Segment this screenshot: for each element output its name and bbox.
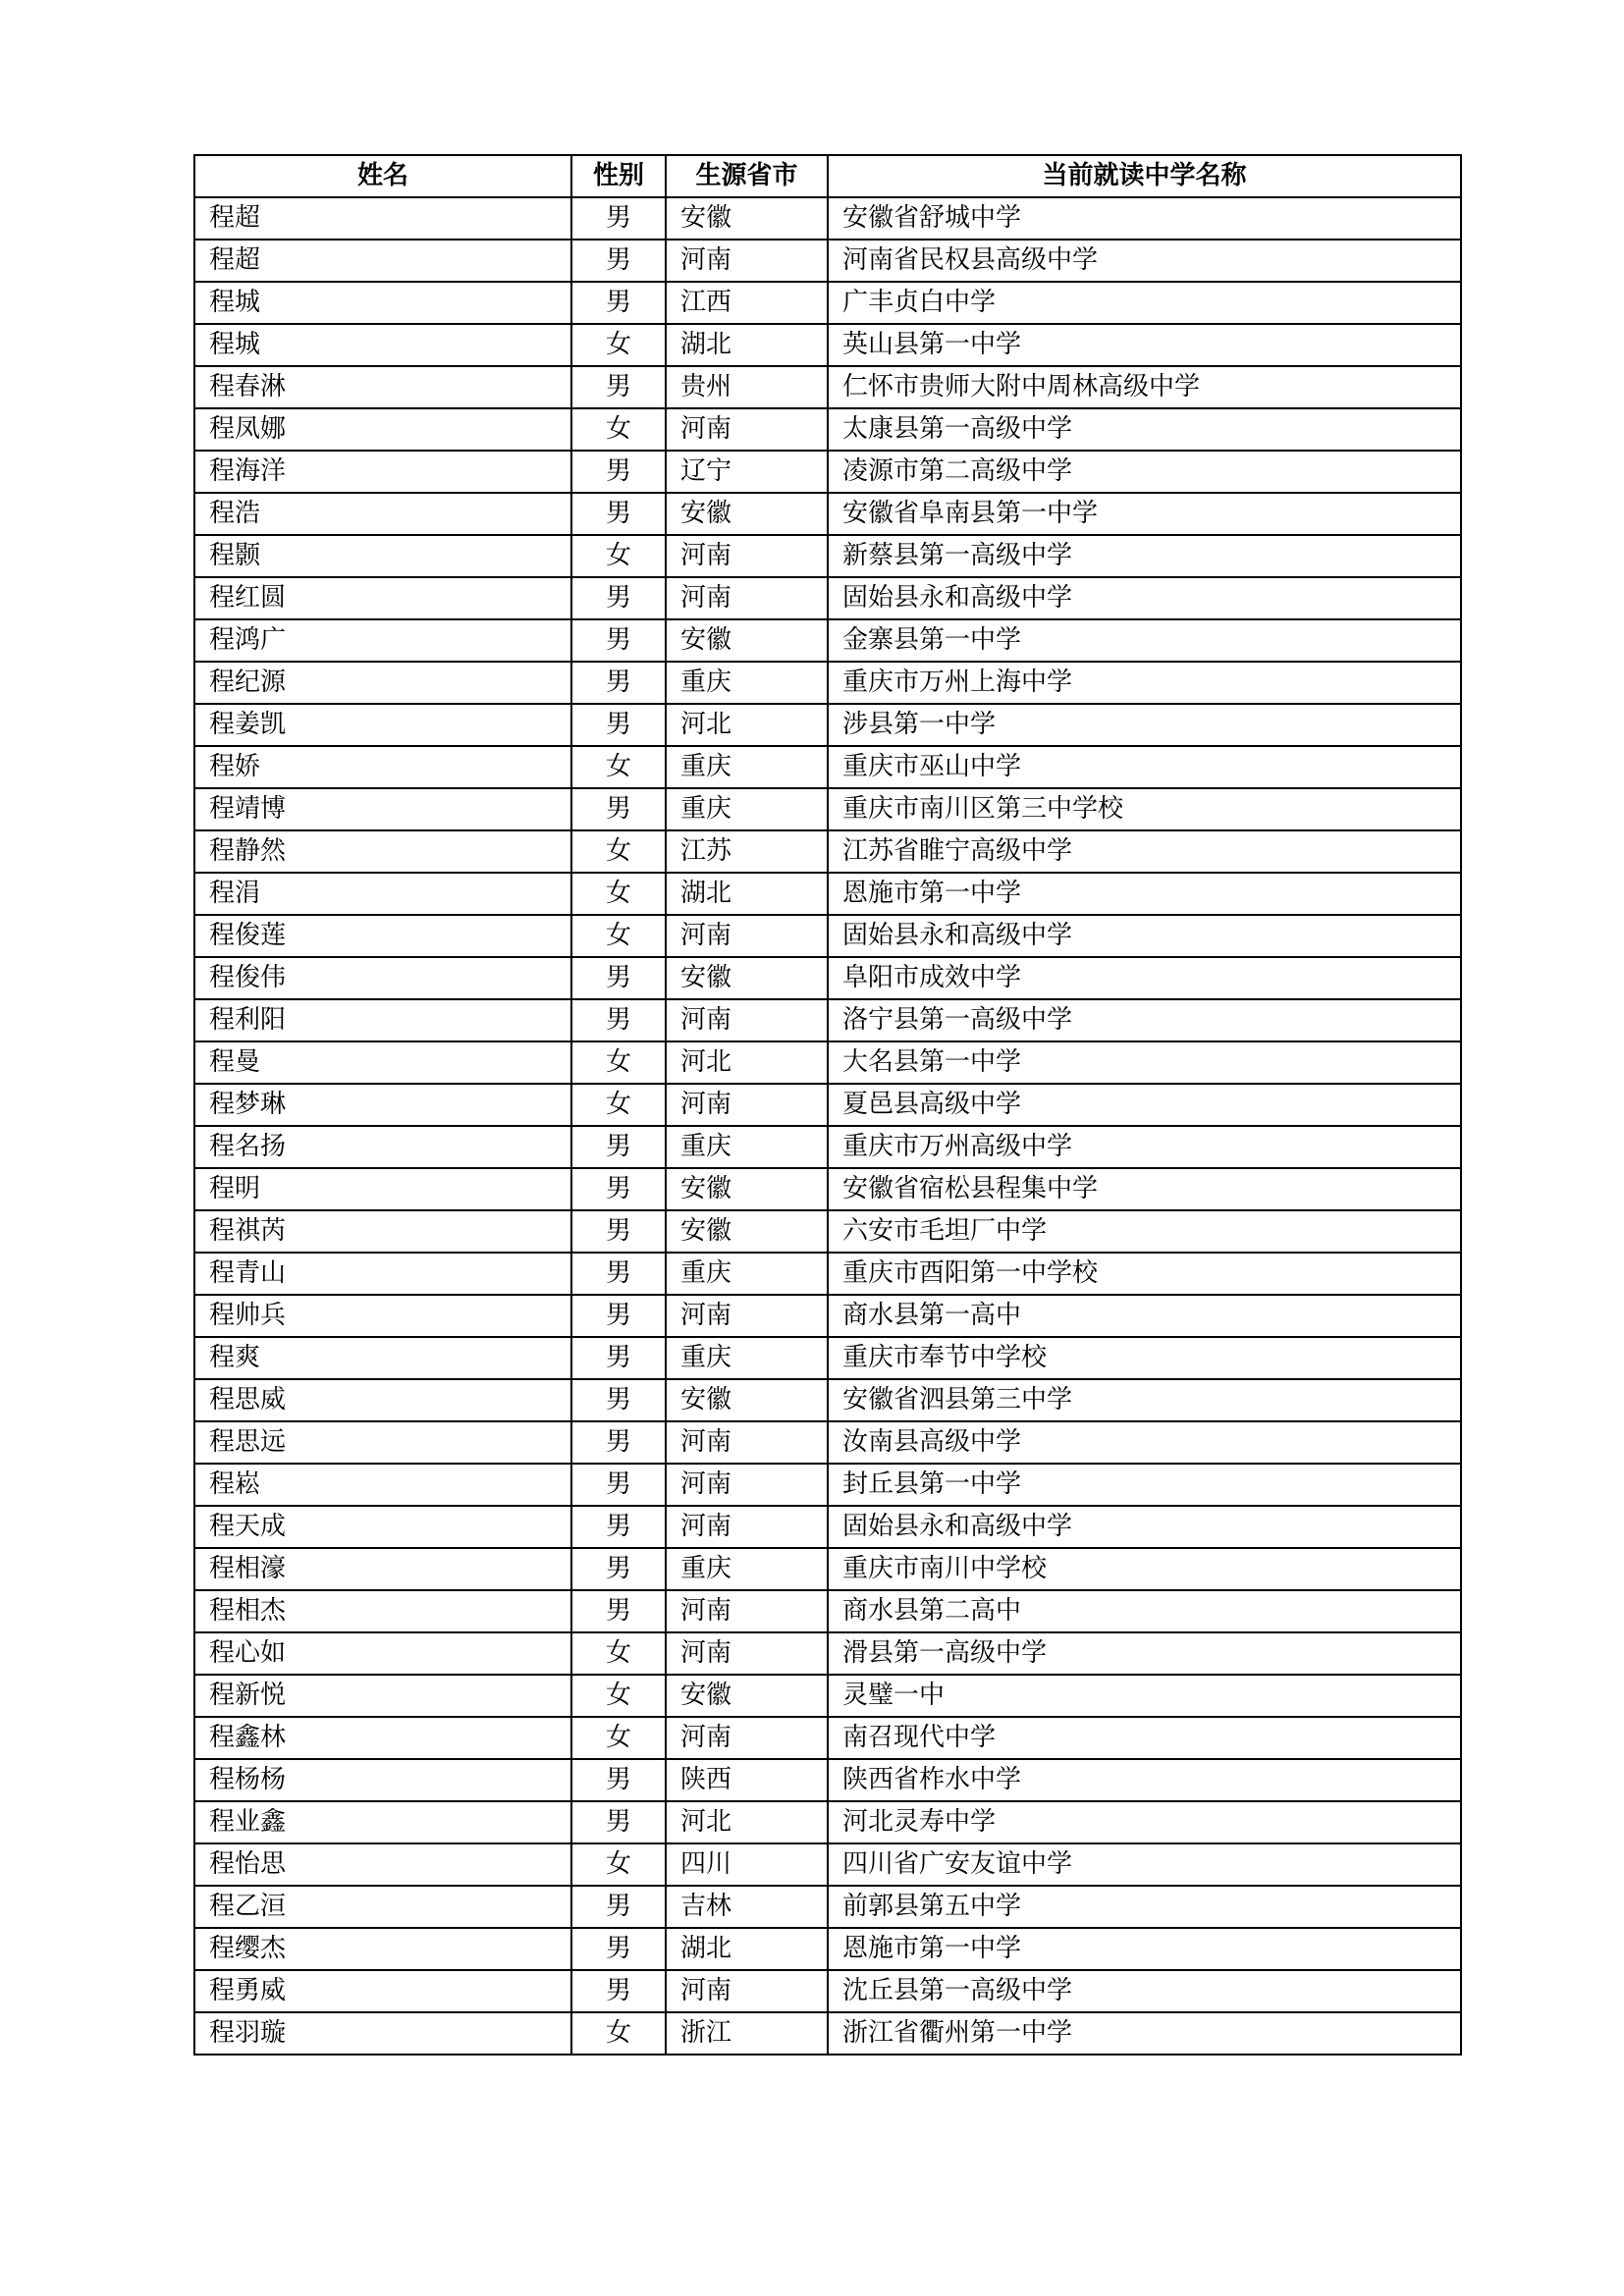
cell-name: 程梦琳 <box>194 1084 571 1126</box>
cell-gender: 男 <box>571 493 666 535</box>
cell-province: 河北 <box>666 1801 828 1843</box>
cell-province: 河南 <box>666 577 828 619</box>
cell-province: 安徽 <box>666 1379 828 1421</box>
cell-gender: 男 <box>571 788 666 830</box>
cell-school: 安徽省宿松县程集中学 <box>828 1168 1461 1210</box>
cell-province: 重庆 <box>666 1253 828 1295</box>
cell-name: 程超 <box>194 240 571 282</box>
cell-school: 商水县第二高中 <box>828 1590 1461 1632</box>
cell-school: 新蔡县第一高级中学 <box>828 535 1461 577</box>
cell-gender: 男 <box>571 1970 666 2012</box>
cell-name: 程名扬 <box>194 1126 571 1168</box>
cell-school: 安徽省泗县第三中学 <box>828 1379 1461 1421</box>
table-row <box>194 1928 1461 1970</box>
cell-school: 灵璧一中 <box>828 1675 1461 1717</box>
cell-province: 湖北 <box>666 873 828 915</box>
cell-school: 商水县第一高中 <box>828 1295 1461 1337</box>
cell-school: 太康县第一高级中学 <box>828 408 1461 451</box>
table-row <box>194 1084 1461 1126</box>
table-row <box>194 577 1461 619</box>
table-row <box>194 2012 1461 2055</box>
cell-name: 程静然 <box>194 830 571 873</box>
cell-name: 程曼 <box>194 1041 571 1084</box>
cell-school: 河北灵寿中学 <box>828 1801 1461 1843</box>
cell-name: 程海洋 <box>194 451 571 493</box>
cell-name: 程乙洹 <box>194 1886 571 1928</box>
cell-province: 重庆 <box>666 746 828 788</box>
cell-province: 河北 <box>666 1041 828 1084</box>
cell-province: 陕西 <box>666 1759 828 1801</box>
cell-gender: 男 <box>571 1295 666 1337</box>
table-row <box>194 1632 1461 1675</box>
cell-name: 程明 <box>194 1168 571 1210</box>
cell-school: 大名县第一中学 <box>828 1041 1461 1084</box>
table-row <box>194 1886 1461 1928</box>
cell-province: 江西 <box>666 282 828 324</box>
cell-name: 程帅兵 <box>194 1295 571 1337</box>
cell-province: 河南 <box>666 1295 828 1337</box>
cell-name: 程青山 <box>194 1253 571 1295</box>
table-row <box>194 1253 1461 1295</box>
cell-gender: 男 <box>571 1253 666 1295</box>
cell-school: 重庆市巫山中学 <box>828 746 1461 788</box>
cell-province: 河南 <box>666 240 828 282</box>
cell-province: 安徽 <box>666 1675 828 1717</box>
cell-school: 重庆市奉节中学校 <box>828 1337 1461 1379</box>
cell-name: 程俊莲 <box>194 915 571 957</box>
cell-gender: 女 <box>571 535 666 577</box>
cell-gender: 男 <box>571 1801 666 1843</box>
cell-gender: 男 <box>571 366 666 408</box>
cell-gender: 女 <box>571 1041 666 1084</box>
cell-gender: 男 <box>571 1548 666 1590</box>
cell-province: 湖北 <box>666 324 828 366</box>
table-row <box>194 619 1461 662</box>
table-row <box>194 240 1461 282</box>
cell-name: 程心如 <box>194 1632 571 1675</box>
cell-gender: 男 <box>571 1337 666 1379</box>
cell-province: 安徽 <box>666 197 828 240</box>
cell-province: 河南 <box>666 1970 828 2012</box>
table-row <box>194 197 1461 240</box>
cell-gender: 女 <box>571 915 666 957</box>
header-province: 生源省市 <box>666 155 828 197</box>
header-name: 姓名 <box>194 155 571 197</box>
cell-school: 恩施市第一中学 <box>828 1928 1461 1970</box>
cell-name: 程凤娜 <box>194 408 571 451</box>
cell-name: 程鑫林 <box>194 1717 571 1759</box>
table-row <box>194 1464 1461 1506</box>
cell-name: 程勇威 <box>194 1970 571 2012</box>
cell-gender: 男 <box>571 1759 666 1801</box>
cell-name: 程爽 <box>194 1337 571 1379</box>
cell-school: 恩施市第一中学 <box>828 873 1461 915</box>
cell-name: 程业鑫 <box>194 1801 571 1843</box>
cell-gender: 男 <box>571 1928 666 1970</box>
cell-gender: 女 <box>571 873 666 915</box>
cell-gender: 女 <box>571 408 666 451</box>
cell-school: 英山县第一中学 <box>828 324 1461 366</box>
cell-gender: 女 <box>571 1675 666 1717</box>
cell-school: 重庆市万州高级中学 <box>828 1126 1461 1168</box>
table-row <box>194 324 1461 366</box>
cell-school: 夏邑县高级中学 <box>828 1084 1461 1126</box>
cell-school: 陕西省柞水中学 <box>828 1759 1461 1801</box>
cell-gender: 女 <box>571 1084 666 1126</box>
cell-gender: 男 <box>571 704 666 746</box>
cell-gender: 男 <box>571 999 666 1041</box>
cell-name: 程思威 <box>194 1379 571 1421</box>
cell-school: 河南省民权县高级中学 <box>828 240 1461 282</box>
cell-name: 程涓 <box>194 873 571 915</box>
cell-gender: 男 <box>571 1126 666 1168</box>
cell-school: 四川省广安友谊中学 <box>828 1843 1461 1886</box>
cell-gender: 女 <box>571 1717 666 1759</box>
table-row <box>194 535 1461 577</box>
table-row <box>194 1590 1461 1632</box>
cell-name: 程超 <box>194 197 571 240</box>
table-row <box>194 1168 1461 1210</box>
table-row <box>194 408 1461 451</box>
table-row <box>194 1295 1461 1337</box>
cell-school: 汝南县高级中学 <box>828 1421 1461 1464</box>
cell-province: 吉林 <box>666 1886 828 1928</box>
cell-name: 程娇 <box>194 746 571 788</box>
cell-province: 安徽 <box>666 1210 828 1253</box>
table-row <box>194 1506 1461 1548</box>
cell-name: 程利阳 <box>194 999 571 1041</box>
cell-name: 程怡思 <box>194 1843 571 1886</box>
cell-name: 程思远 <box>194 1421 571 1464</box>
cell-gender: 男 <box>571 1421 666 1464</box>
cell-province: 浙江 <box>666 2012 828 2055</box>
cell-province: 重庆 <box>666 1126 828 1168</box>
table-row <box>194 957 1461 999</box>
table-row <box>194 1717 1461 1759</box>
table-row <box>194 1548 1461 1590</box>
table-row <box>194 366 1461 408</box>
cell-gender: 男 <box>571 957 666 999</box>
cell-province: 安徽 <box>666 493 828 535</box>
cell-gender: 男 <box>571 662 666 704</box>
cell-province: 江苏 <box>666 830 828 873</box>
cell-school: 六安市毛坦厂中学 <box>828 1210 1461 1253</box>
cell-gender: 男 <box>571 1506 666 1548</box>
cell-school: 沈丘县第一高级中学 <box>828 1970 1461 2012</box>
cell-school: 重庆市南川区第三中学校 <box>828 788 1461 830</box>
table-row <box>194 1421 1461 1464</box>
cell-province: 河南 <box>666 1717 828 1759</box>
cell-gender: 女 <box>571 1632 666 1675</box>
cell-province: 重庆 <box>666 1337 828 1379</box>
cell-name: 程城 <box>194 324 571 366</box>
table-row <box>194 1126 1461 1168</box>
table-row <box>194 746 1461 788</box>
table-row <box>194 1041 1461 1084</box>
cell-gender: 女 <box>571 1843 666 1886</box>
table-row <box>194 704 1461 746</box>
table-row <box>194 1843 1461 1886</box>
cell-name: 程俊伟 <box>194 957 571 999</box>
cell-name: 程纪源 <box>194 662 571 704</box>
cell-province: 安徽 <box>666 619 828 662</box>
cell-school: 阜阳市成效中学 <box>828 957 1461 999</box>
cell-school: 固始县永和高级中学 <box>828 915 1461 957</box>
cell-gender: 男 <box>571 1379 666 1421</box>
cell-name: 程红圆 <box>194 577 571 619</box>
cell-name: 程浩 <box>194 493 571 535</box>
cell-name: 程靖博 <box>194 788 571 830</box>
cell-gender: 女 <box>571 746 666 788</box>
table-row <box>194 1759 1461 1801</box>
cell-province: 湖北 <box>666 1928 828 1970</box>
cell-gender: 女 <box>571 830 666 873</box>
cell-school: 广丰贞白中学 <box>828 282 1461 324</box>
cell-name: 程缨杰 <box>194 1928 571 1970</box>
cell-gender: 男 <box>571 1210 666 1253</box>
cell-school: 仁怀市贵师大附中周林高级中学 <box>828 366 1461 408</box>
cell-province: 河南 <box>666 535 828 577</box>
cell-province: 河北 <box>666 704 828 746</box>
cell-name: 程城 <box>194 282 571 324</box>
cell-province: 河南 <box>666 1632 828 1675</box>
cell-gender: 男 <box>571 619 666 662</box>
table-row <box>194 662 1461 704</box>
header-gender: 性别 <box>571 155 666 197</box>
cell-province: 重庆 <box>666 788 828 830</box>
cell-province: 四川 <box>666 1843 828 1886</box>
cell-school: 封丘县第一中学 <box>828 1464 1461 1506</box>
table-row <box>194 1801 1461 1843</box>
cell-gender: 男 <box>571 282 666 324</box>
cell-gender: 男 <box>571 451 666 493</box>
cell-school: 南召现代中学 <box>828 1717 1461 1759</box>
table-row <box>194 999 1461 1041</box>
cell-province: 辽宁 <box>666 451 828 493</box>
cell-school: 江苏省睢宁高级中学 <box>828 830 1461 873</box>
table-row <box>194 493 1461 535</box>
cell-name: 程祺芮 <box>194 1210 571 1253</box>
cell-province: 河南 <box>666 1084 828 1126</box>
table-row <box>194 1379 1461 1421</box>
cell-province: 河南 <box>666 1421 828 1464</box>
cell-school: 重庆市万州上海中学 <box>828 662 1461 704</box>
table-row <box>194 451 1461 493</box>
cell-name: 程颢 <box>194 535 571 577</box>
cell-name: 程相濠 <box>194 1548 571 1590</box>
cell-province: 河南 <box>666 999 828 1041</box>
student-roster-table <box>193 154 1462 2056</box>
table-row <box>194 788 1461 830</box>
table-row <box>194 873 1461 915</box>
cell-province: 贵州 <box>666 366 828 408</box>
table-row <box>194 282 1461 324</box>
cell-name: 程姜凯 <box>194 704 571 746</box>
cell-school: 固始县永和高级中学 <box>828 1506 1461 1548</box>
cell-province: 重庆 <box>666 1548 828 1590</box>
header-school: 当前就读中学名称 <box>828 155 1461 197</box>
cell-school: 重庆市酉阳第一中学校 <box>828 1253 1461 1295</box>
cell-name: 程羽璇 <box>194 2012 571 2055</box>
cell-name: 程崧 <box>194 1464 571 1506</box>
cell-gender: 男 <box>571 1464 666 1506</box>
cell-school: 安徽省舒城中学 <box>828 197 1461 240</box>
cell-gender: 女 <box>571 324 666 366</box>
cell-school: 重庆市南川中学校 <box>828 1548 1461 1590</box>
table-row <box>194 1970 1461 2012</box>
table-row <box>194 830 1461 873</box>
cell-school: 凌源市第二高级中学 <box>828 451 1461 493</box>
cell-name: 程天成 <box>194 1506 571 1548</box>
cell-gender: 男 <box>571 1590 666 1632</box>
cell-school: 浙江省衢州第一中学 <box>828 2012 1461 2055</box>
cell-gender: 女 <box>571 2012 666 2055</box>
cell-gender: 男 <box>571 197 666 240</box>
cell-gender: 男 <box>571 1168 666 1210</box>
cell-gender: 男 <box>571 577 666 619</box>
table-row <box>194 1210 1461 1253</box>
cell-school: 安徽省阜南县第一中学 <box>828 493 1461 535</box>
cell-name: 程鸿广 <box>194 619 571 662</box>
cell-province: 河南 <box>666 1590 828 1632</box>
cell-name: 程新悦 <box>194 1675 571 1717</box>
table-body <box>194 197 1461 2055</box>
cell-name: 程杨杨 <box>194 1759 571 1801</box>
table-row <box>194 1675 1461 1717</box>
cell-school: 前郭县第五中学 <box>828 1886 1461 1928</box>
cell-gender: 男 <box>571 240 666 282</box>
cell-province: 安徽 <box>666 1168 828 1210</box>
table-row <box>194 1337 1461 1379</box>
cell-school: 涉县第一中学 <box>828 704 1461 746</box>
cell-gender: 男 <box>571 1886 666 1928</box>
table-row <box>194 915 1461 957</box>
cell-province: 重庆 <box>666 662 828 704</box>
cell-province: 河南 <box>666 1464 828 1506</box>
cell-province: 河南 <box>666 1506 828 1548</box>
cell-school: 洛宁县第一高级中学 <box>828 999 1461 1041</box>
cell-name: 程相杰 <box>194 1590 571 1632</box>
cell-school: 滑县第一高级中学 <box>828 1632 1461 1675</box>
cell-province: 河南 <box>666 915 828 957</box>
cell-name: 程春淋 <box>194 366 571 408</box>
cell-province: 安徽 <box>666 957 828 999</box>
cell-school: 金寨县第一中学 <box>828 619 1461 662</box>
cell-province: 河南 <box>666 408 828 451</box>
table-header-row <box>194 155 1461 197</box>
cell-school: 固始县永和高级中学 <box>828 577 1461 619</box>
